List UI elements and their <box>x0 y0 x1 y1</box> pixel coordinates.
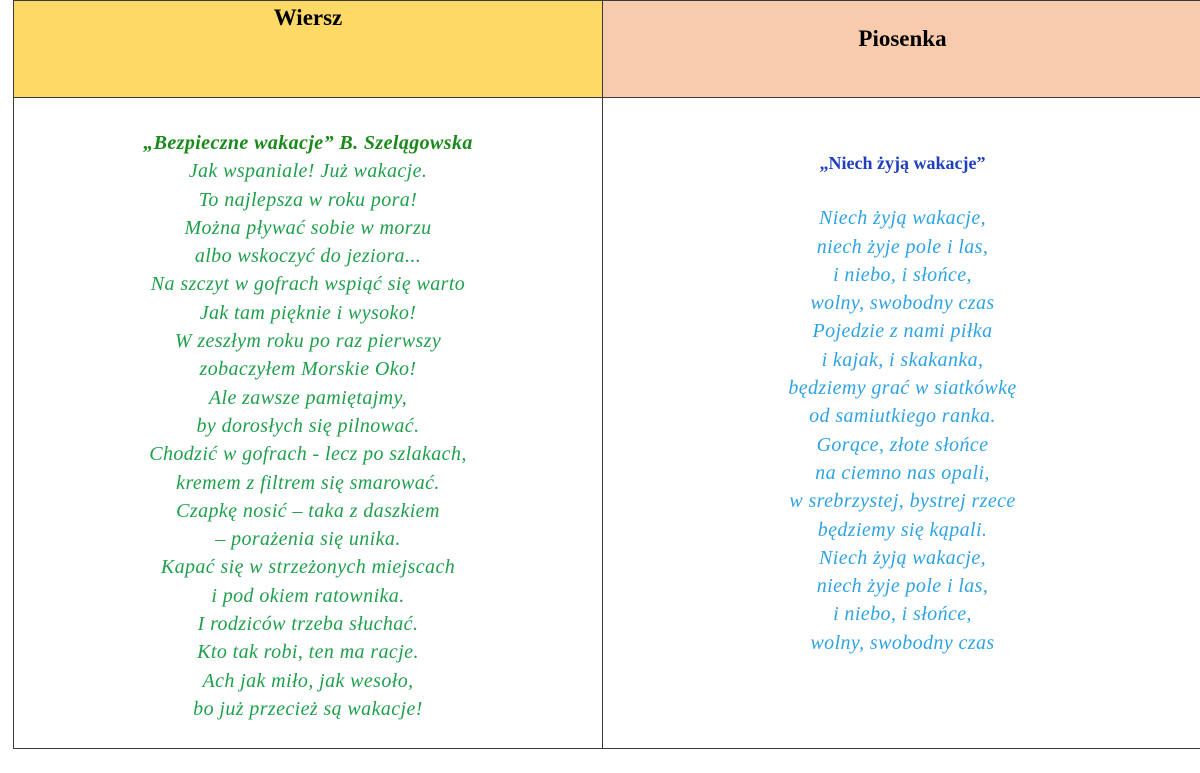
song-cell <box>603 98 1200 749</box>
song-line: i niebo, i słońce, <box>833 263 972 286</box>
poem-line: Na szczyt w gofrach wspiąć się warto <box>150 273 466 296</box>
poem-line: W zeszłym roku po raz pierwszy <box>174 330 442 353</box>
poem-title: „Bezpieczne wakacje” B. Szelągowska <box>143 132 473 154</box>
song-line: niech żyje pole i las, <box>816 575 989 598</box>
poem-line: Chodzić w gofrach - lecz po szlakach, <box>149 443 467 466</box>
song-line: będziemy grać w siatkówkę <box>788 377 1017 400</box>
poem-line: – porażenia się unika. <box>215 528 401 551</box>
poem-line: i pod okiem ratownika. <box>211 584 405 607</box>
poem-line: Jak tam pięknie i wysoko! <box>199 301 417 324</box>
song-line: Niech żyją wakacje, <box>819 546 986 569</box>
header-poem-label: Wiersz <box>273 5 343 30</box>
header-row <box>14 1 1200 98</box>
poem-line: zobaczyłem Morskie Oko! <box>199 358 417 381</box>
song-line: Gorące, złote słońce <box>816 433 989 456</box>
song-line: będziemy się kąpali. <box>817 518 988 541</box>
poems-table <box>13 0 1200 749</box>
poem-line: Kapać się w strzeżonych miejscach <box>160 556 456 579</box>
song-line: wolny, swobodny czas <box>810 631 995 654</box>
song-line: i niebo, i słońce, <box>833 603 972 626</box>
song-title: „Niech żyją wakacje” <box>819 153 986 173</box>
song-line: w srebrzystej, bystrej rzece <box>789 490 1016 513</box>
song-line: wolny, swobodny czas <box>810 292 995 315</box>
content-row <box>14 98 1200 749</box>
poem-line: Czapkę nosić – taka z daszkiem <box>176 499 440 522</box>
poem-cell <box>14 98 603 749</box>
song-line: Pojedzie z nami piłka <box>812 320 993 343</box>
poem-line: I rodziców trzeba słuchać. <box>197 613 419 636</box>
poem-line: albo wskoczyć do jeziora... <box>194 245 422 268</box>
header-cell-song <box>603 1 1200 98</box>
header-cell-poem <box>14 1 603 98</box>
poem-line: To najlepsza w roku pora! <box>198 188 418 211</box>
song-line: niech żyje pole i las, <box>816 235 989 258</box>
poem-line: by dorosłych się pilnować. <box>196 414 420 437</box>
poem-line: Ach jak miło, jak wesoło, <box>202 669 414 692</box>
song-line: i kajak, i skakanka, <box>821 348 984 371</box>
song-line: od samiutkiego ranka. <box>809 405 996 428</box>
poem-line: Kto tak robi, ten ma racje. <box>197 641 419 664</box>
song-line: Niech żyją wakacje, <box>819 207 986 230</box>
song-line: na ciemno nas opali, <box>815 461 990 484</box>
poem-line: Można pływać sobie w morzu <box>184 216 432 239</box>
poem-line: Jak wspaniale! Już wakacje. <box>188 160 428 183</box>
header-song-label: Piosenka <box>858 26 947 51</box>
poem-line: Ale zawsze pamiętajmy, <box>208 386 408 409</box>
poem-line: kremem z filtrem się smarować. <box>176 471 440 494</box>
poem-line: bo już przecież są wakacje! <box>193 697 423 720</box>
